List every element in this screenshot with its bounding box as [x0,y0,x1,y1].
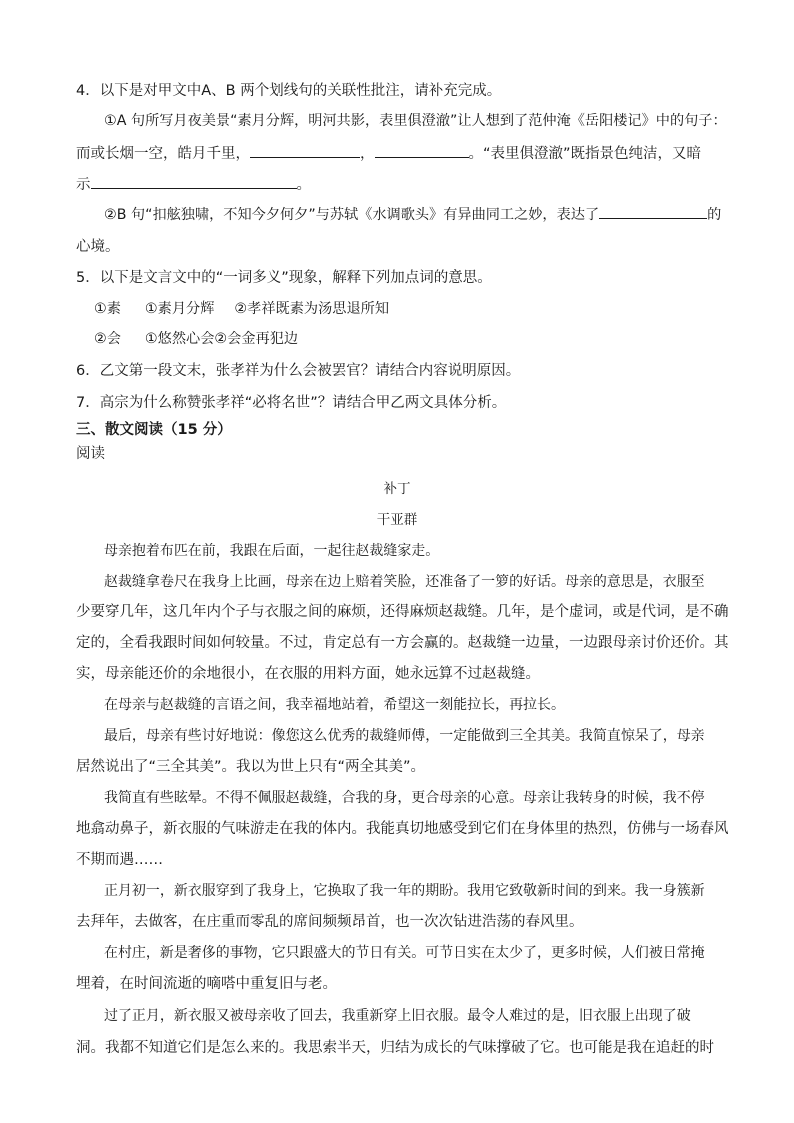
essay-paragraph-line: 少要穿几年，这几年内个子与衣服之间的麻烦，还得麻烦赵裁缝。几年，是个虚词，或是代词，是不确 [76,604,729,620]
question-7: 7．高宗为什么称赞张孝祥“必将名世”？请结合甲乙两文具体分析。 [76,395,507,411]
sense-option: ②孝祥既素为汤思退所知 [234,301,390,317]
essay-paragraph-line: 实，母亲能还价的余地很小，在衣服的用料方面，她永远算不过赵裁缝。 [76,666,540,682]
text-segment: 。“表里俱澄澈”既指景色纯洁，又暗 [468,146,702,162]
text-segment: ， [360,146,375,162]
question-4-part-2-line-2: 心境。 [76,239,120,255]
sense-option: ②会金再犯边 [214,331,299,347]
reading-label: 阅读 [76,446,105,462]
text-segment: 的 [707,207,722,223]
text-segment: 而或长烟一空，皓月千里， [76,146,250,162]
question-4-part-1-line-3 [76,174,736,196]
answer-blank[interactable] [375,143,469,158]
section-heading: 三、散文阅读（15 分） [76,422,232,438]
text-segment: 。 [296,177,311,193]
answer-blank[interactable] [91,174,297,189]
essay-paragraph-line: 埋着，在时间流逝的嘀嗒中重复旧与老。 [76,976,337,992]
essay-title: 补丁 [383,481,411,497]
answer-blank[interactable] [599,204,707,219]
essay-author: 干亚群 [376,512,418,528]
essay-paragraph-line: 母亲抱着布匹在前，我跟在后面，一起往赵裁缝家走。 [104,543,440,559]
essay-paragraph-line: 地翕动鼻子，新衣服的气味游走在我的体内。我能真切地感受到它们在身体里的热烈，仿佛与一场春风 [76,821,729,837]
question-6: 6．乙文第一段文末，张孝祥为什么会被罢官？请结合内容说明原因。 [76,363,521,379]
essay-paragraph-line: 居然说出了“三全其美”。我以为世上只有“两全其美”。 [76,759,426,775]
question-5-stem: 5．以下是文言文中的“一词多义”现象，解释下列加点词的意思。 [76,270,492,286]
essay-paragraph-line: 去拜年，去做客，在庄重而零乱的席间频频昂首，也一次次钻进浩荡的春风里。 [76,914,584,930]
essay-paragraph-line: 赵裁缝拿卷尺在我身上比画，母亲在边上赔着笑脸，还准备了一箩的好话。母亲的意思是，衣服至 [104,574,705,590]
question-4-part-1-line-2 [76,143,736,165]
sense-option: ①素月分辉 [144,301,215,317]
essay-paragraph-line: 洞。我都不知道它们是怎么来的。我思索半天，归结为成长的气味撑破了它。也可能是我在追赶的时 [76,1040,714,1056]
question-4-part-1-line-1: ①A 句所写月夜美景“素月分辉，明河共影，表里俱澄澈”让人想到了范仲淹《岳阳楼记》中的句子： [104,113,727,129]
essay-paragraph-line: 最后，母亲有些讨好地说：像您这么优秀的裁缝师傅，一定能做到三全其美。我简直惊呆了，母亲 [104,728,705,744]
essay-paragraph-line: 我简直有些眩晕。不得不佩服赵裁缝，合我的身，更合母亲的心意。母亲让我转身的时候，我不停 [104,790,705,806]
answer-blank[interactable] [250,143,360,158]
essay-paragraph-line: 在村庄，新是奢侈的事物，它只跟盛大的节日有关。可节日实在太少了，更多时候，人们被日常掩 [104,945,705,961]
question-5-row-1 [94,298,754,320]
keyword: ②会 [94,331,121,347]
keyword: ①素 [94,301,121,317]
essay-paragraph-line: 不期而遇…… [76,852,163,868]
question-5-row-2 [94,328,754,350]
question-4-part-2-line-1 [104,204,754,226]
text-segment: ②B 句“扣舷独啸，不知今夕何夕”与苏轼《水调歌头》有异曲同工之妙，表达了 [104,207,600,223]
essay-paragraph-line: 在母亲与赵裁缝的言语之间，我幸福地站着，希望这一刻能拉长，再拉长。 [104,697,565,713]
question-4-stem: 4．以下是对甲文中A、B 两个划线句的关联性批注，请补充完成。 [76,83,502,99]
essay-paragraph-line: 过了正月，新衣服又被母亲收了回去，我重新穿上旧衣服。最令人难过的是，旧衣服上出现了破 [104,1008,691,1024]
sense-option: ①悠然心会 [144,331,215,347]
essay-paragraph-line: 正月初一，新衣服穿到了我身上，它换取了我一年的期盼。我用它致敬新时间的到来。我一身簇新 [104,883,705,899]
text-segment: 示 [76,177,91,193]
essay-paragraph-line: 定的，全看我跟时间如何较量。不过，肯定总有一方会赢的。赵裁缝一边量，一边跟母亲讨价还价。其 [76,635,729,651]
